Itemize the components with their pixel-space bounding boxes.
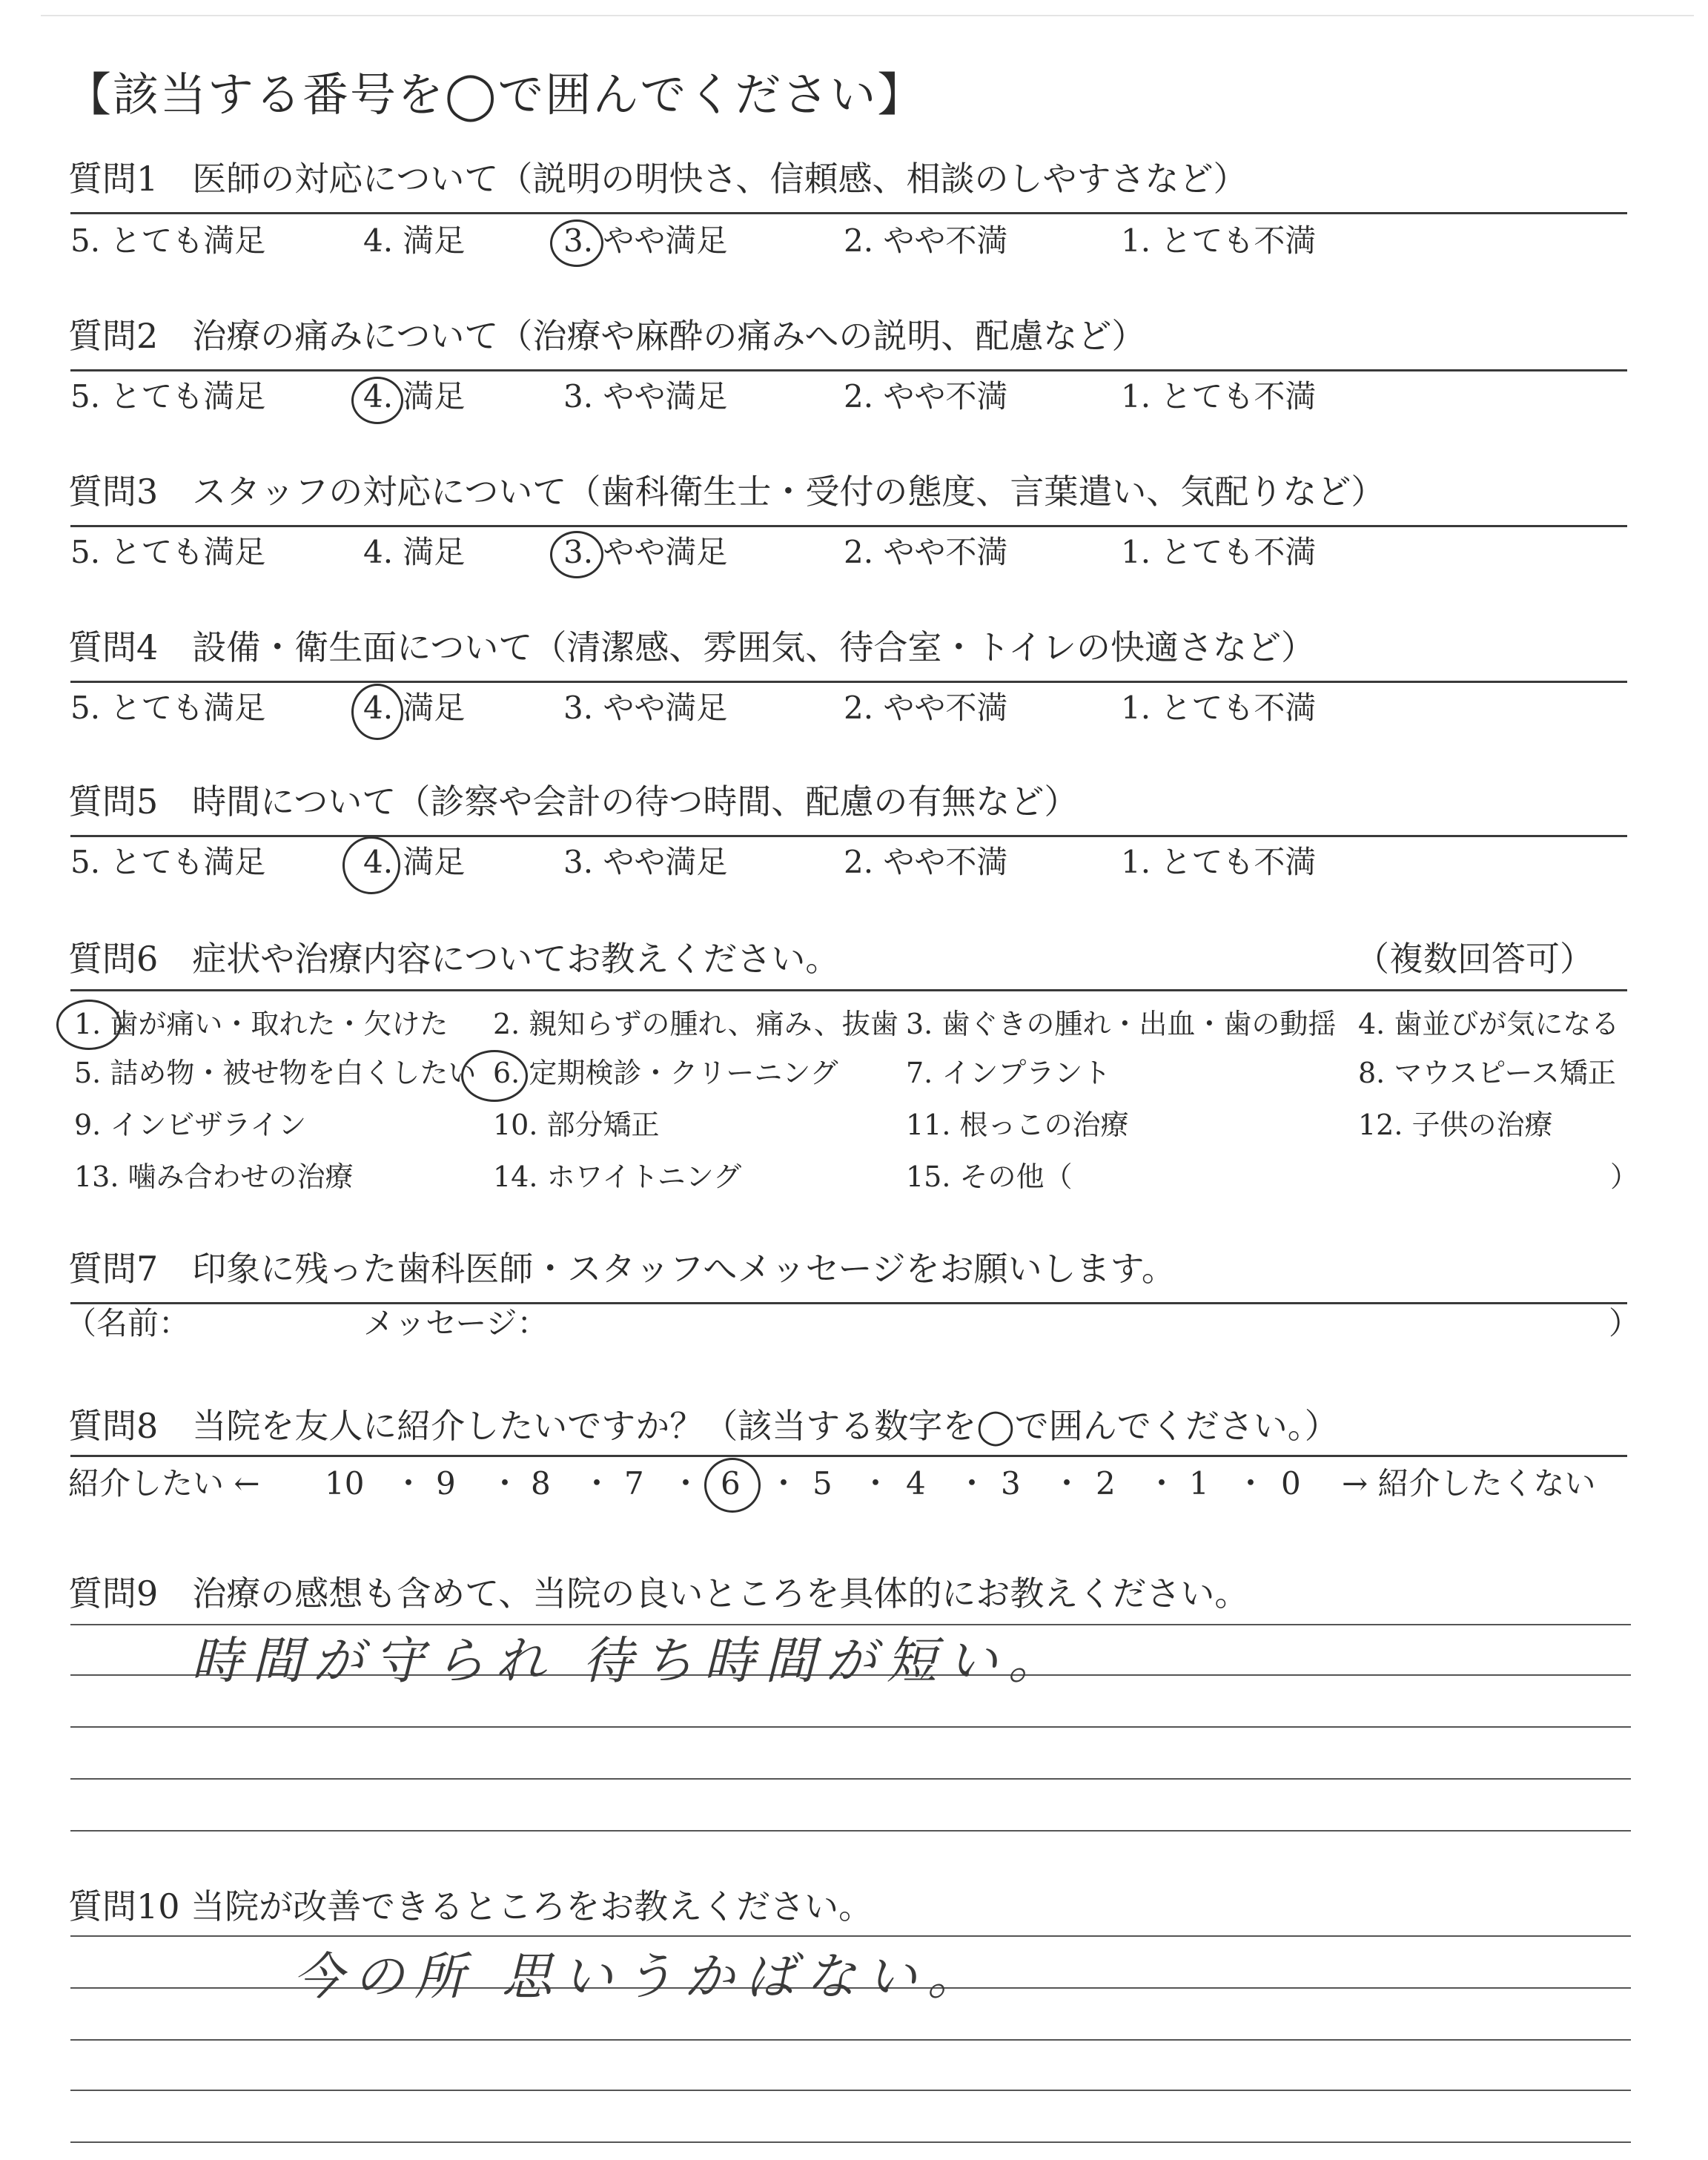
q8-scale-2[interactable]: 2 [1096,1465,1116,1502]
q7-message-label: メッセージ： [363,1305,549,1341]
q2-option-2[interactable]: 2. やや不満 [844,378,1008,415]
question-8-rule [70,1455,1627,1457]
q3-answer-circle [550,531,603,578]
q1-option-4[interactable]: 4. 満足 [363,222,466,259]
q8-scale-5[interactable]: 5 [812,1465,833,1502]
question-2-title: 質問2 治療の痛みについて（治療や麻酔の痛みへの説明、配慮など） [68,316,1146,356]
q7-name-label: （名前： [65,1305,191,1341]
question-8-title: 質問8 当院を友人に紹介したいですか？（該当する数字を◯で囲んでください。） [68,1406,1339,1446]
q8-left-label: 紹介したい ← [68,1465,260,1502]
q10-answer-line [70,2039,1631,2041]
q8-separator: ・ [489,1465,521,1502]
q8-scale-7[interactable]: 7 [624,1465,644,1502]
q5-option-1[interactable]: 1. とても不満 [1121,844,1317,880]
q8-scale-10[interactable]: 10 [325,1465,365,1502]
q3-option-5[interactable]: 5. とても満足 [70,534,266,570]
question-6-note: （複数回答可） [1355,939,1594,979]
q6-item-4[interactable]: 4. 歯並びが気になる [1358,1008,1620,1040]
q8-scale-3[interactable]: 3 [1001,1465,1021,1502]
q10-handwritten-answer: 今の所 思いうかばない。 [293,1948,988,2007]
question-6-rule [70,989,1627,991]
q1-option-3[interactable]: 3. やや満足 [563,222,728,259]
q4-option-5[interactable]: 5. とても満足 [70,690,266,726]
q8-separator: ・ [768,1465,800,1502]
q4-option-1[interactable]: 1. とても不満 [1121,690,1317,726]
q8-scale-8[interactable]: 8 [531,1465,551,1502]
q6-item-15-close: ） [1610,1160,1639,1193]
q2-option-1[interactable]: 1. とても不満 [1121,378,1317,415]
q6-item-14[interactable]: 14. ホワイトニング [493,1160,742,1193]
question-1-rule [70,212,1627,214]
q6-item-5[interactable]: 5. 詰め物・被せ物を白くしたい [74,1057,477,1089]
q8-answer-circle [704,1458,761,1513]
q5-answer-circle [342,836,400,894]
q4-option-2[interactable]: 2. やや不満 [844,690,1008,726]
q8-scale-0[interactable]: 0 [1281,1465,1301,1502]
q7-close-paren: ） [1609,1305,1641,1341]
q9-answer-line [70,1778,1631,1780]
q1-answer-circle [550,219,603,267]
q8-separator: ・ [956,1465,988,1502]
q2-option-4[interactable]: 4. 満足 [363,378,466,415]
question-4-title: 質問4 設備・衛生面について（清潔感、雰囲気、待合室・トイレの快適さなど） [68,627,1316,667]
q4-option-4[interactable]: 4. 満足 [363,690,466,726]
q1-option-1[interactable]: 1. とても不満 [1121,222,1317,259]
q2-option-3[interactable]: 3. やや満足 [563,378,728,415]
top-edge-rule [41,15,1694,16]
q6-answer-circle-1 [56,1000,122,1050]
question-6-title: 質問6 症状や治療内容についてお教えください。 [68,939,840,979]
question-2-rule [70,369,1627,371]
q1-option-2[interactable]: 2. やや不満 [844,222,1008,259]
q3-option-4[interactable]: 4. 満足 [363,534,466,570]
q3-option-1[interactable]: 1. とても不満 [1121,534,1317,570]
question-7-rule [70,1302,1627,1304]
q9-handwritten-answer: 時間が守られ 待ち時間が短い。 [191,1632,1069,1691]
q5-option-4[interactable]: 4. 満足 [363,844,466,880]
question-3-title: 質問3 スタッフの対応について（歯科衛生士・受付の態度、言葉遣い、気配りなど） [68,472,1386,512]
q10-answer-line [70,2141,1631,2143]
q8-separator: ・ [1051,1465,1083,1502]
q6-item-13[interactable]: 13. 噛み合わせの治療 [74,1160,354,1193]
q4-answer-circle [351,684,403,740]
q8-scale-4[interactable]: 4 [906,1465,926,1502]
q6-item-15[interactable]: 15. その他（ [906,1160,1073,1193]
q9-answer-line [70,1726,1631,1728]
q8-separator: ・ [393,1465,425,1502]
q1-option-5[interactable]: 5. とても満足 [70,222,266,259]
q6-item-10[interactable]: 10. 部分矯正 [493,1109,660,1141]
q6-item-12[interactable]: 12. 子供の治療 [1358,1109,1553,1141]
q5-option-3[interactable]: 3. やや満足 [563,844,728,880]
q8-scale-1[interactable]: 1 [1189,1465,1209,1502]
question-4-rule [70,681,1627,683]
q6-item-9[interactable]: 9. インビザライン [74,1109,307,1141]
q8-scale-6[interactable]: 6 [721,1465,741,1502]
q6-item-11[interactable]: 11. 根っこの治療 [906,1109,1129,1141]
q8-scale-9[interactable]: 9 [436,1465,456,1502]
q5-option-5[interactable]: 5. とても満足 [70,844,266,880]
q8-separator: ・ [860,1465,892,1502]
question-5-rule [70,835,1627,837]
q3-option-2[interactable]: 2. やや不満 [844,534,1008,570]
q8-separator: ・ [581,1465,613,1502]
q6-item-8[interactable]: 8. マウスピース矯正 [1358,1057,1616,1089]
page-header: 【該当する番号を◯で囲んでください】 [65,67,925,122]
q6-item-6[interactable]: 6. 定期検診・クリーニング [493,1057,838,1089]
q5-option-2[interactable]: 2. やや不満 [844,844,1008,880]
q2-option-5[interactable]: 5. とても満足 [70,378,266,415]
question-5-title: 質問5 時間について（診察や会計の待つ時間、配慮の有無など） [68,782,1079,822]
q8-right-label: → 紹介したくない [1342,1465,1596,1502]
q9-answer-line [70,1830,1631,1832]
question-9-title: 質問9 治療の感想も含めて、当院の良いところを具体的にお教えください。 [68,1573,1249,1614]
question-3-rule [70,525,1627,527]
q6-item-1[interactable]: 1. 歯が痛い・取れた・欠けた [74,1008,448,1040]
question-1-title: 質問1 医師の対応について（説明の明快さ、信頼感、相談のしやすさなど） [68,159,1248,199]
q8-separator: ・ [1146,1465,1178,1502]
q6-answer-circle-6 [461,1050,528,1102]
q6-item-3[interactable]: 3. 歯ぐきの腫れ・出血・歯の動揺 [906,1008,1337,1040]
q10-answer-line [70,2090,1631,2091]
q6-item-7[interactable]: 7. インプラント [906,1057,1111,1089]
q3-option-3[interactable]: 3. やや満足 [563,534,728,570]
q8-separator: ・ [670,1465,702,1502]
q4-option-3[interactable]: 3. やや満足 [563,690,728,726]
question-10-title: 質問10 当院が改善できるところをお教えください。 [68,1886,873,1926]
q2-answer-circle [351,377,403,424]
question-7-title: 質問7 印象に残った歯科医師・スタッフへメッセージをお願いします。 [68,1249,1176,1289]
q8-separator: ・ [1235,1465,1267,1502]
q6-item-2[interactable]: 2. 親知らずの腫れ、痛み、抜歯 [493,1008,898,1040]
